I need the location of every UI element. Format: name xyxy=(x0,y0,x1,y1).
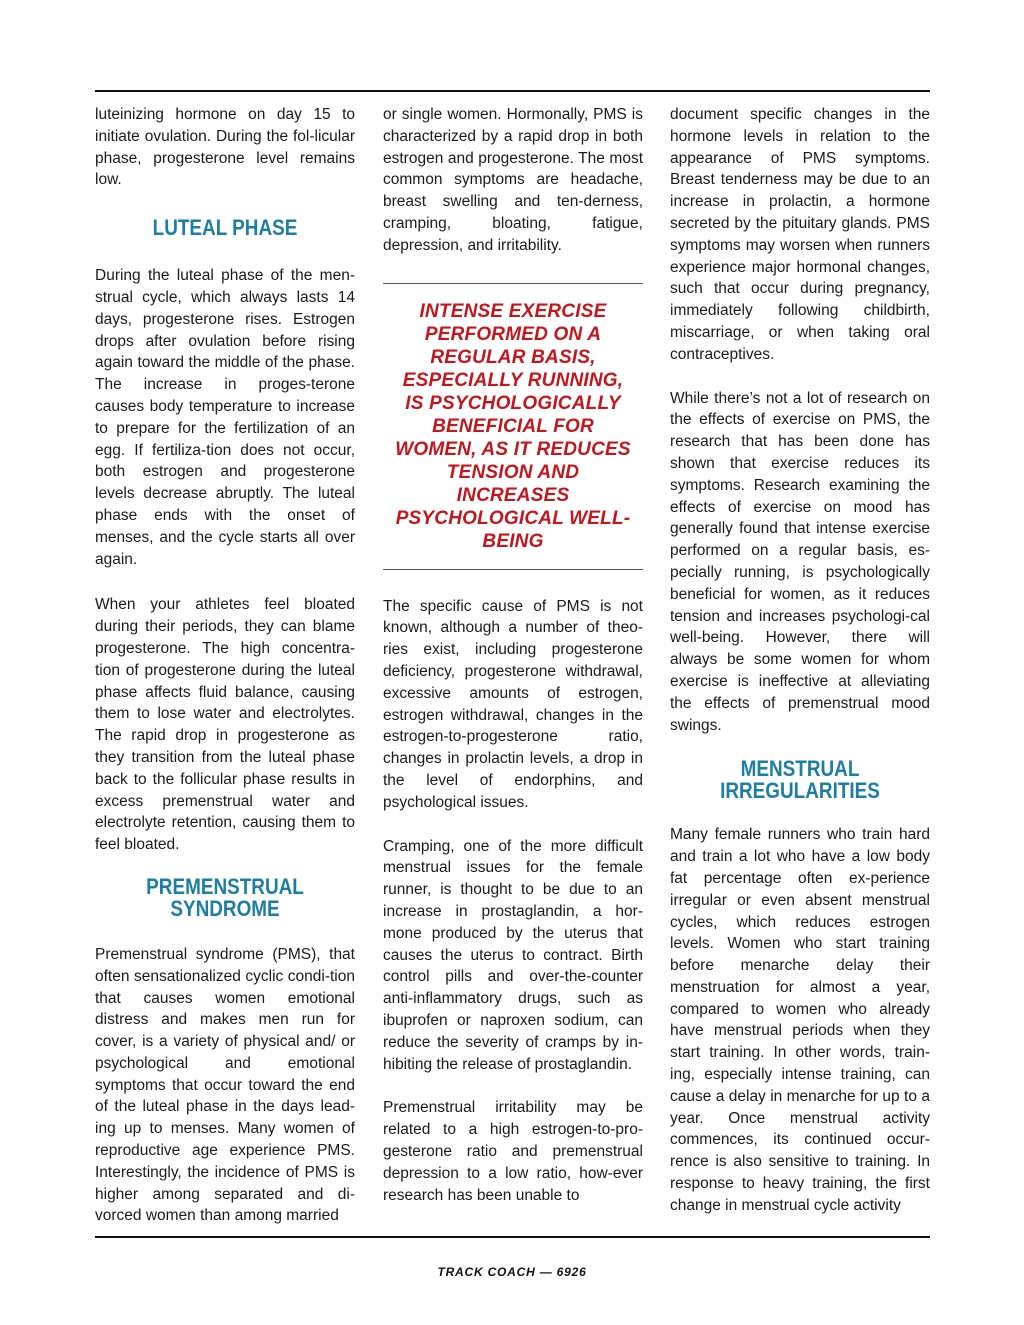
section-heading-premenstrual-syndrome-line2: SYNDROME xyxy=(170,895,280,921)
column-1 xyxy=(95,104,355,1227)
column-3 xyxy=(670,104,930,1217)
bottom-rule xyxy=(95,1236,930,1238)
paragraph: Many female runners who train hard and train a lot who have a low body fat percentage often ex-perience irregular or even absent menstrual cycles, which reduces estrogen levels. Women who start training before menarche delay their menstruation for almost a year, compared to women who already have menstrual periods when they start training. In other words, train-ing, especially intense training, can cause a delay in menarche for up to a year. Once menstrual activity commences, its continued occur-rence is also sensitive to training. In response to heavy training, the first change in menstrual cycle activity xyxy=(670,826,930,1214)
pullquote: INTENSE EXERCISE PERFORMED ON A REGULAR BASIS, ESPECIALLY RUNNING, IS PSYCHOLOGICALLY BENEFICIAL FOR WOMEN, AS IT REDUCES TENSION AND INCREASES PSYCHOLOGICAL WELL-BEING xyxy=(395,300,631,552)
paragraph: Cramping, one of the more difficult menstrual issues for the female runner, is thought to be due to an increase in prostaglandin, a hor-mone produced by the uterus that causes the uterus to contract. Birth control pills and over-the-counter anti-inflammatory drugs, such as ibuprofen or naproxen sodium, can reduce the severity of cramps by in-hibiting the release of prostaglandin. xyxy=(383,837,643,1073)
paragraph: While there’s not a lot of research on the effects of exercise on PMS, the research that has been done has shown that exercise reduces its symptoms. Research examining the effects of exercise on mood has generally found that intense exercise performed on a regular basis, es-pecially running, is psychologically beneficial for women, as it reduces tension and increases psychologi-cal well-being. However, there will always be some women for whom exercise is ineffective at alleviating the effects of premenstrual mood swings. xyxy=(670,389,930,734)
paragraph: or single women. Hormonally, PMS is characterized by a rapid drop in both estrogen and progesterone. The most common symptoms are headache, breast swelling and ten-derness, cramping, bloating, fatigue, depression, and irritability. xyxy=(383,106,643,254)
paragraph: Premenstrual syndrome (PMS), that often sensationalized cyclic condi-tion that causes women emotional distress and makes men run for cover, is a variety of physical and/ or psychological and emotional symptoms that occur toward the end of the luteal phase in the days lead-ing up to menses. Many women of reproductive age experience PMS. Interestingly, the incidence of PMS is higher among separated and di-vorced women than among married xyxy=(95,945,355,1225)
section-heading-luteal-phase: LUTEAL PHASE xyxy=(152,215,298,241)
section-heading-menstrual-irregularities-line2: IRREGULARITIES xyxy=(720,778,880,804)
top-rule xyxy=(95,90,930,92)
paragraph: document specific changes in the hormone levels in relation to the appearance of PMS symptoms. Breast tenderness may be due to an increase in prolactin, a hormone secreted by the pituitary glands. PMS symptoms may worsen when runners experience major hormonal changes, such that occur during pregnancy, immediately following childbirth, miscarriage, or when taking oral contraceptives. xyxy=(670,106,930,363)
page-footer: TRACK COACH — 6926 xyxy=(437,1265,587,1279)
section-heading-premenstrual-syndrome-line1: PREMENSTRUAL xyxy=(146,873,304,899)
paragraph: When your athletes feel bloated during their periods, they can blame progesterone. The high concentra-tion of progesterone during the luteal phase affects fluid balance, causing them to lose water and electrolytes. The rapid drop in progesterone as they transition from the luteal phase back to the follicular phase results in excess premenstrual water and electrolyte retention, causing them to feel bloated. xyxy=(95,596,355,854)
paragraph: During the luteal phase of the men-strual cycle, which always lasts 14 days, progesterone rises. Estrogen drops after ovulation before rising again toward the middle of the phase. The increase in proges-terone causes body temperature to increase to prepare for the fertilization of an egg. If fertiliza-tion does not occur, both estrogen and progesterone levels decrease abruptly. The luteal phase ends with the onset of menses, and the cycle starts all over again. xyxy=(95,267,355,568)
paragraph: Premenstrual irritability may be related to a high estrogen-to-pro-gesterone ratio and premenstrual depression to a low ratio, how-ever research has been unable to xyxy=(383,1099,643,1204)
section-heading-menstrual-irregularities-line1: MENSTRUAL xyxy=(740,756,860,782)
paragraph: luteinizing hormone on day 15 to initiate ovulation. During the fol-licular phase, progesterone level remains low. xyxy=(95,106,355,189)
column-2 xyxy=(383,104,643,1206)
paragraph: The specific cause of PMS is not known, although a number of theo-ries exist, including progesterone deficiency, progesterone withdrawal, excessive amounts of estrogen, estrogen withdrawal, changes in the estrogen-to-progesterone ratio, changes in prolactin levels, a drop in the level of endorphins, and psychological issues. xyxy=(383,597,643,811)
